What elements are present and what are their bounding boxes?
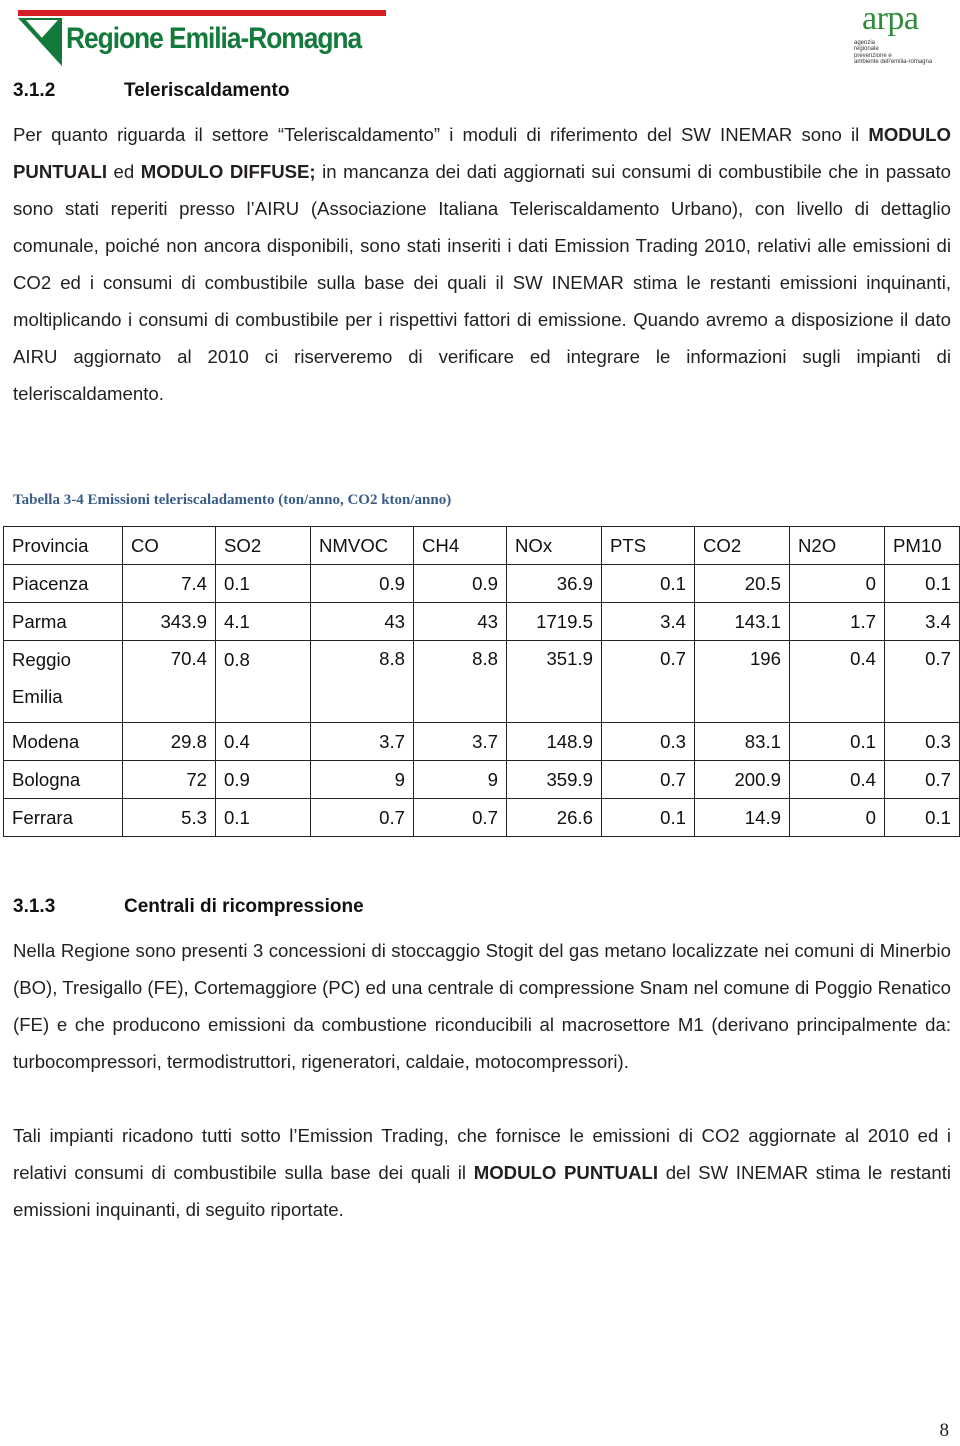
value-cell: 0.7 [311,799,414,837]
value-cell: 148.9 [507,723,602,761]
value-cell: 196 [695,641,790,723]
paragraph-teleriscaldamento: Per quanto riguarda il settore “Teleriscaldamento” i moduli di riferimento del SW INEMAR sono il MODULO PUNTUALI ed MODULO DIFFUSE; in mancanza dei dati aggiornati sui consumi di combustibile che in passato sono stati reperiti presso l’AIRU (Associazione Italiana Teleriscaldamento Urbano), con livello di dettaglio comunale, poiché non ancora disponibili, sono stati inseriti i dati Emission Trading 2010, relativi alle emissioni di CO2 ed i consumi di combustibile sulla base dei quali il SW INEMAR stima le restanti emissioni inquinanti, moltiplicando i consumi di combustibile per i rispettivi fattori di emissione. Quando avremo a disposizione il dato AIRU aggiornato al 2010 ci riserveremo di verificare ed integrare le informazioni sugli impianti di teleriscaldamento. [13,124,952,404]
value-cell: 14.9 [695,799,790,837]
value-cell: 0.7 [602,641,695,723]
value-cell: 0.1 [602,565,695,603]
emissions-table [3,526,960,837]
value-cell: 3.7 [414,723,507,761]
header-cell: CO2 [695,527,790,565]
header-cell: NMVOC [311,527,414,565]
logo-red-bar [18,10,386,16]
value-cell: 0.9 [414,565,507,603]
header-cell: SO2 [216,527,311,565]
header-cell: N2O [790,527,885,565]
table-row [4,603,960,641]
value-cell: 0.3 [602,723,695,761]
province-cell: Piacenza [4,565,123,603]
value-cell: 0.1 [885,799,960,837]
table-header-row [4,527,960,565]
arpa-wordmark: arpa [862,0,919,37]
value-cell: 343.9 [123,603,216,641]
value-cell: 20.5 [695,565,790,603]
value-cell: 72 [123,761,216,799]
paragraph-centrali: Nella Regione sono presenti 3 concessioni di stoccaggio Stogit del gas metano localizzate nei comuni di Minerbio (BO), Tresigallo (FE), Cortemaggiore (PC) ed una centrale di compressione Snam nel comune di Poggio Renatico (FE) e che producono emissioni da combustione riconducibili al macrosettore M1 (derivano principalmente da: turbocompressori, termodistruttori, rigeneratori, caldaie, motocompressori). [13,940,951,1072]
header-cell: NOx [507,527,602,565]
province-cell: Reggio Emilia [4,641,123,723]
arpa-subtitle: agenzia regionale prevenzione e ambiente dell'emilia-romagna [854,40,933,65]
value-cell: 0.1 [216,799,311,837]
value-cell: 0.4 [790,641,885,723]
value-cell: 351.9 [507,641,602,723]
value-cell: 3.7 [311,723,414,761]
value-cell: 4.1 [216,603,311,641]
value-cell: 7.4 [123,565,216,603]
value-cell: 0.7 [885,641,960,723]
value-cell: 29.8 [123,723,216,761]
value-cell: 200.9 [695,761,790,799]
logo-text: Regione Emilia-Romagna [66,22,362,55]
value-cell: 26.6 [507,799,602,837]
value-cell: 9 [414,761,507,799]
value-cell: 143.1 [695,603,790,641]
value-cell: 0.8 [216,641,311,723]
value-cell: 0.4 [216,723,311,761]
value-cell: 0.1 [602,799,695,837]
table-caption: Tabella 3-4 Emissioni teleriscaladamento (ton/anno, CO2 kton/anno) [13,492,452,508]
value-cell: 5.3 [123,799,216,837]
value-cell: 83.1 [695,723,790,761]
table-row [4,641,960,723]
value-cell: 0.7 [602,761,695,799]
page-header [0,0,960,80]
table-row [4,761,960,799]
value-cell: 0 [790,799,885,837]
province-cell: Modena [4,723,123,761]
value-cell: 1.7 [790,603,885,641]
value-cell: 0.9 [216,761,311,799]
value-cell: 3.4 [602,603,695,641]
section-number: 3.1.2 [13,80,56,101]
paragraph-emission-trading: Tali impianti ricadono tutti sotto l’Emission Trading, che fornisce le emissioni di CO2 aggiornate al 2010 ed i relativi consumi di combustibile sulla base dei quali il MODULO PUNTUALI del SW INEMAR stima le restanti emissioni inquinanti, di seguito riportate. [13,1125,951,1220]
regione-emilia-romagna-logo [18,10,388,66]
value-cell: 0.7 [885,761,960,799]
logo-flag-icon [18,18,62,66]
page-number: 8 [939,1420,949,1441]
value-cell: 70.4 [123,641,216,723]
header-cell: PTS [602,527,695,565]
section-title: Centrali di ricompressione [124,896,364,917]
value-cell: 0.1 [790,723,885,761]
value-cell: 0.7 [414,799,507,837]
arpa-logo [852,0,956,70]
table-row [4,723,960,761]
header-cell: CO [123,527,216,565]
value-cell: 0 [790,565,885,603]
value-cell: 0.3 [885,723,960,761]
value-cell: 0.4 [790,761,885,799]
value-cell: 9 [311,761,414,799]
value-cell: 8.8 [311,641,414,723]
value-cell: 36.9 [507,565,602,603]
header-cell: Provincia [4,527,123,565]
value-cell: 8.8 [414,641,507,723]
table-row [4,565,960,603]
value-cell: 0.9 [311,565,414,603]
province-cell: Ferrara [4,799,123,837]
value-cell: 1719.5 [507,603,602,641]
table-row [4,799,960,837]
province-cell: Parma [4,603,123,641]
value-cell: 43 [414,603,507,641]
province-cell: Bologna [4,761,123,799]
value-cell: 3.4 [885,603,960,641]
value-cell: 43 [311,603,414,641]
value-cell: 0.1 [885,565,960,603]
header-cell: CH4 [414,527,507,565]
header-cell: PM10 [885,527,960,565]
section-number: 3.1.3 [13,896,56,917]
value-cell: 359.9 [507,761,602,799]
section-title: Teleriscaldamento [124,80,290,101]
value-cell: 0.1 [216,565,311,603]
